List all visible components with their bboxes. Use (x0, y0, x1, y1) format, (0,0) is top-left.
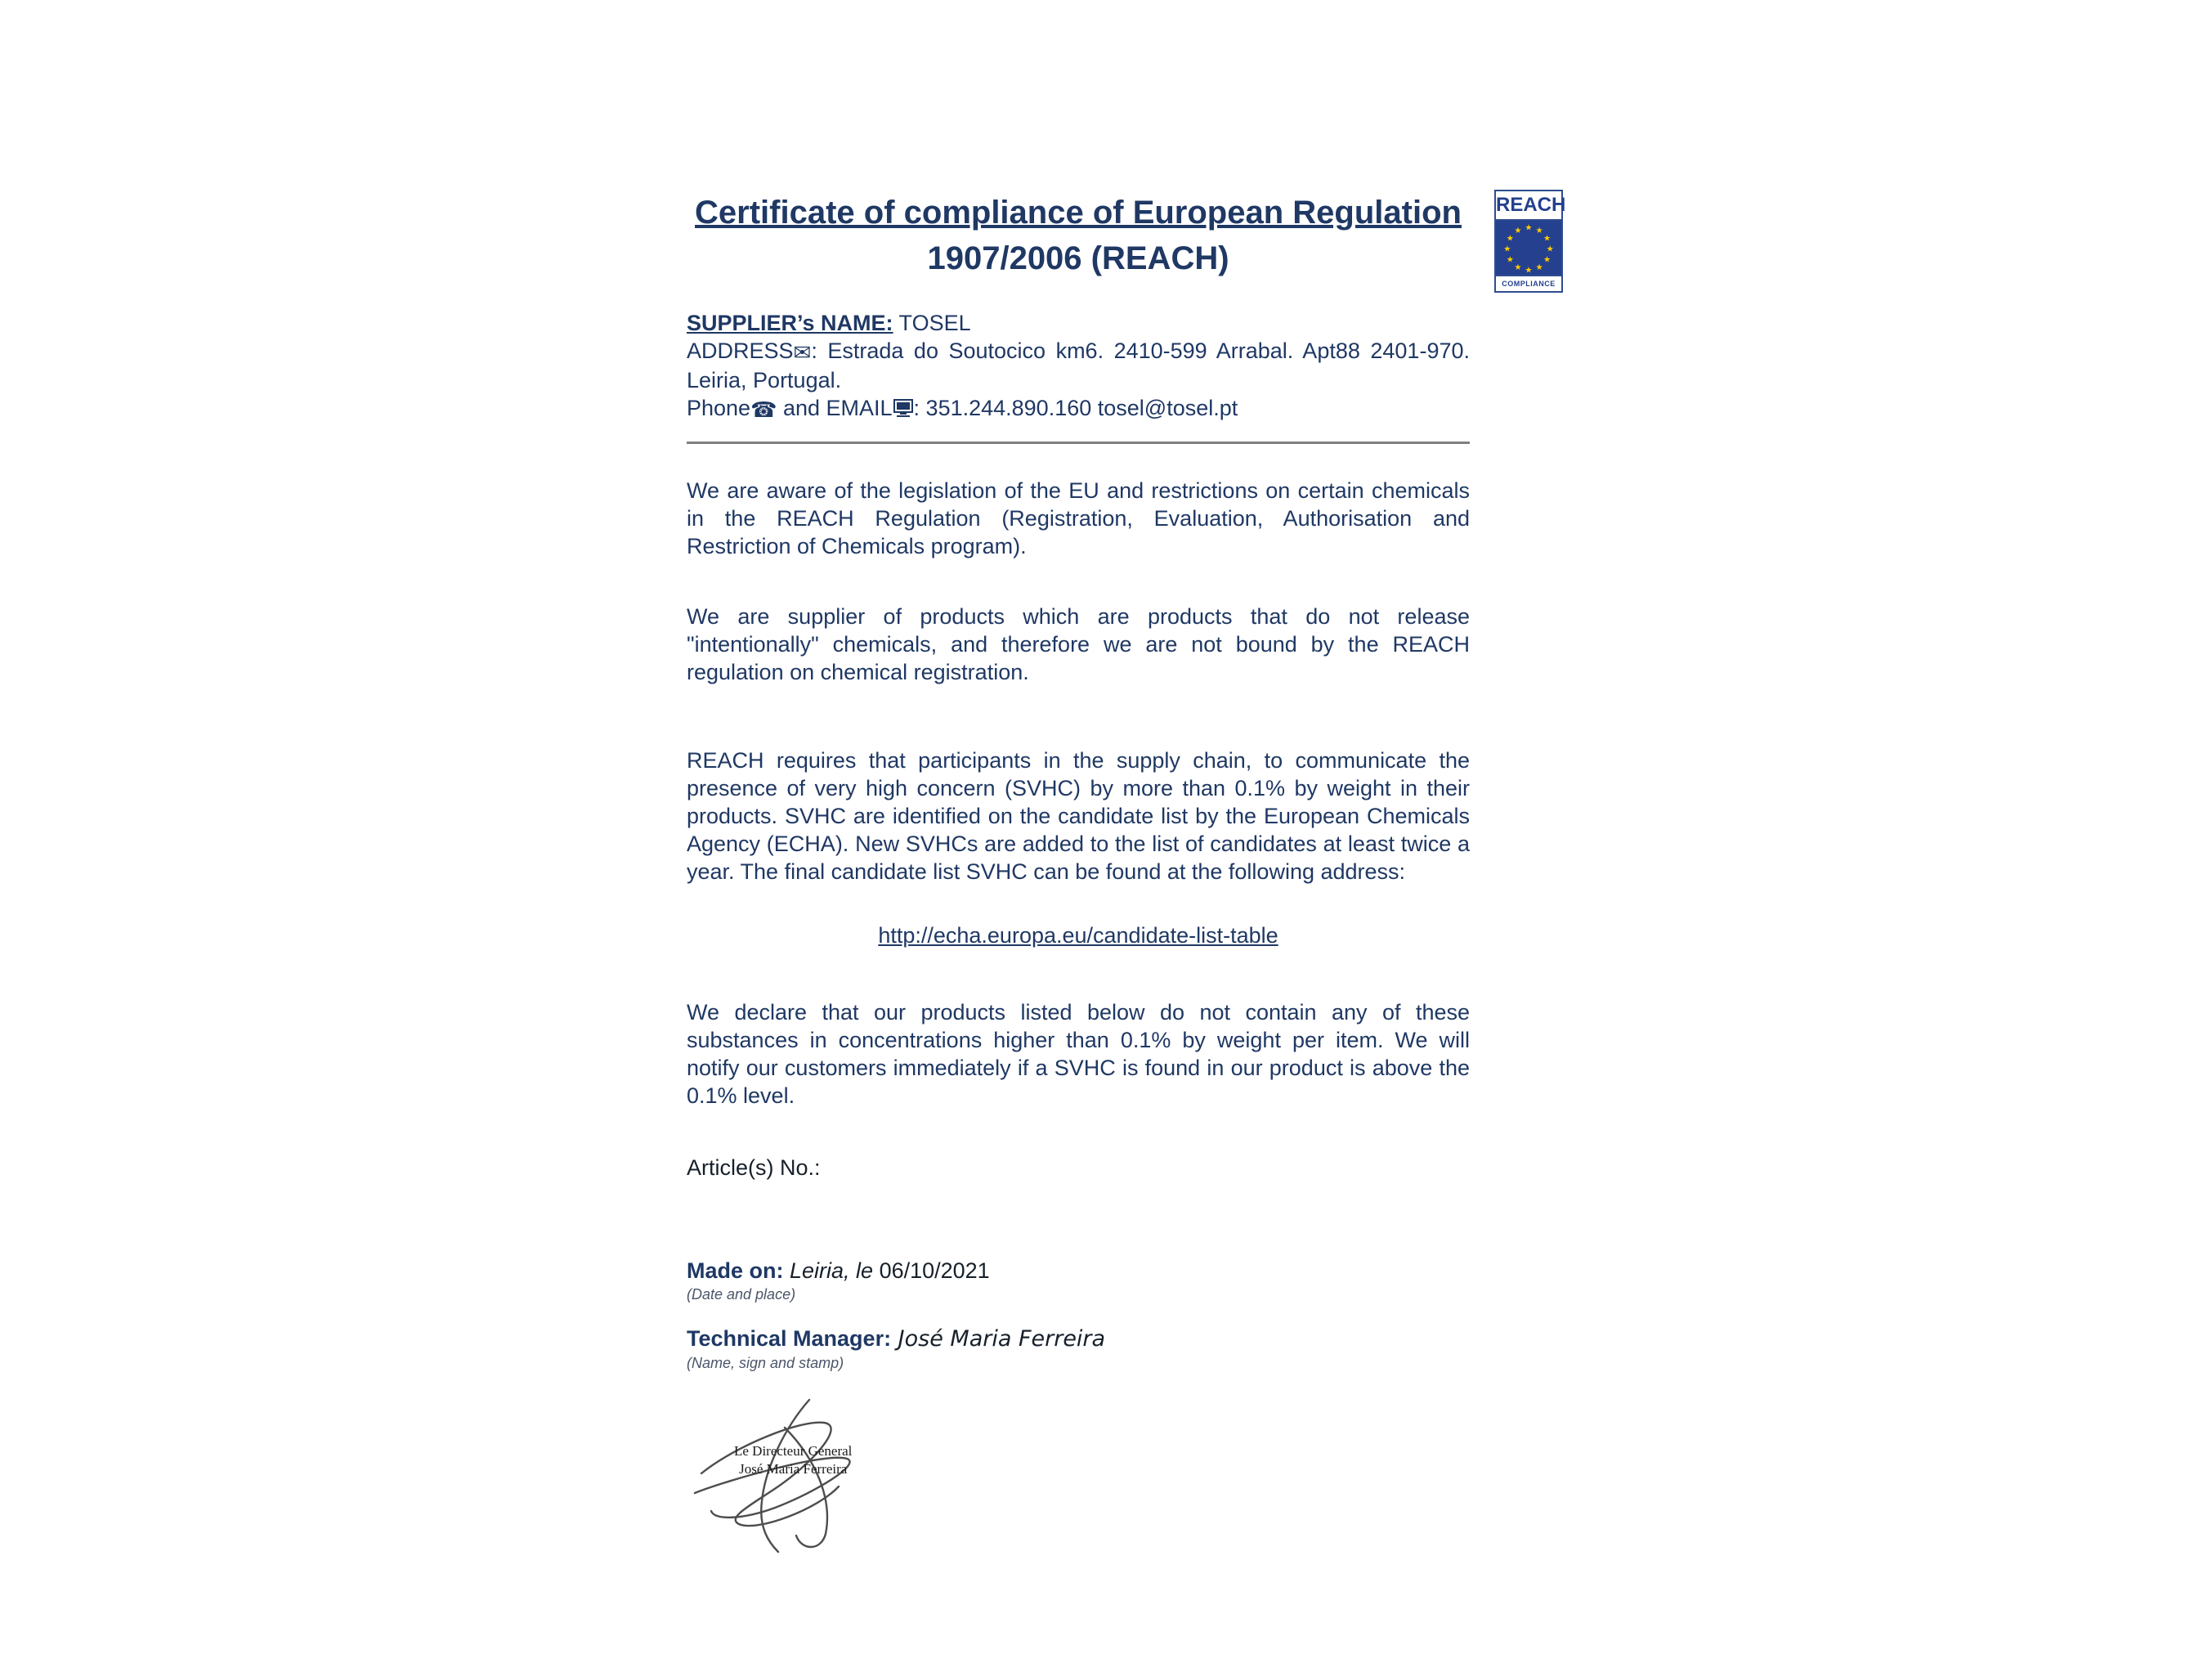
paragraph-svhc-requirement: REACH requires that participants in the supply chain, to communicate the presence of very high concern (SVHC) by more than 0.1% by weight in their products. SVHC are identified on the candidate list by the European Chemicals Agency (ECHA). New SVHCs are added to the list of candidates at least twice a year. The final candidate list SVHC can be found at the following address: (687, 748, 1470, 884)
svg-text:★: ★ (1514, 262, 1522, 273)
supplier-name-value: TOSEL (893, 311, 971, 335)
article-number-label: Article(s) No.: (687, 1155, 821, 1180)
reach-compliance-logo (1494, 190, 1566, 293)
page-title-line2: 1907/2006 (REACH) (927, 240, 1229, 276)
svg-text:★: ★ (1525, 265, 1533, 275)
stamp-line1: Le Directeur General (734, 1443, 853, 1459)
document-body (687, 190, 1470, 1558)
name-sign-stamp-caption: (Name, sign and stamp) (687, 1355, 844, 1371)
paragraph-supplier-statement: We are supplier of products which are products that do not release "intentionally" chemicals, and therefore we are not bound by the REACH regulation on chemical registration. (687, 604, 1470, 684)
svg-text:★: ★ (1546, 244, 1554, 254)
paragraph-awareness: We are aware of the legislation of the EU and restrictions on certain chemicals in the REACH Regulation (Registration, Evaluation, Authorisation and Restriction of Chemicals program). (687, 478, 1470, 558)
candidate-list-link[interactable]: http://echa.europa.eu/candidate-list-table (878, 923, 1278, 948)
svg-text:★: ★ (1506, 254, 1514, 265)
eu-flag-icon (1496, 221, 1561, 275)
technical-manager-name: José Maria Ferreira (891, 1326, 1106, 1352)
phone-label: Phone (687, 396, 751, 420)
supplier-block (687, 309, 1470, 424)
svg-text:★: ★ (1503, 244, 1511, 254)
stamp-line2: José Maria Ferreira (739, 1461, 848, 1477)
technical-manager-row (687, 1325, 1470, 1353)
computer-icon (893, 398, 914, 418)
made-on-row (687, 1257, 1470, 1285)
supplier-name-label: SUPPLIER’s NAME: (687, 311, 893, 335)
made-on-date: 06/10/2021 (879, 1258, 990, 1283)
svg-text:★: ★ (1525, 222, 1533, 233)
svg-text:★: ★ (1535, 225, 1543, 235)
svg-text:★: ★ (1514, 225, 1522, 235)
signature-zone (687, 1395, 965, 1558)
contact-value: : 351.244.890.160 tosel@tosel.pt (913, 396, 1238, 420)
page-title (687, 190, 1470, 281)
date-place-caption: (Date and place) (687, 1286, 796, 1303)
paragraph-declaration: We declare that our products listed below do not contain any of these substances in concentrations higher than 0.1% by weight per item. We will notify our customers immediately if a SVHC is found in our product is above the 0.1% level. (687, 1000, 1470, 1108)
phone-icon: ☎ (750, 397, 777, 422)
reach-logo-title: REACH (1496, 191, 1561, 221)
svg-text:★: ★ (1535, 262, 1543, 273)
divider-line (687, 442, 1470, 444)
made-on-place: Leiria, le (783, 1258, 880, 1283)
reach-logo-compliance-label: COMPLIANCE (1496, 275, 1561, 291)
email-label: and EMAIL (777, 396, 893, 420)
page-title-line1: Certificate of compliance of European Regulation (695, 195, 1462, 231)
svg-text:★: ★ (1543, 254, 1552, 265)
technical-manager-label: Technical Manager: (687, 1326, 892, 1351)
envelope-icon: ✉ (793, 340, 812, 365)
candidate-list-link-row (687, 921, 1470, 949)
made-on-label: Made on: (687, 1258, 784, 1283)
svg-text:★: ★ (1543, 233, 1552, 244)
address-label: ADDRESS (687, 339, 794, 363)
svg-text:★: ★ (1506, 233, 1514, 244)
stamp-text (734, 1442, 852, 1478)
address-value: : Estrada do Soutocico km6. 2410-599 Arrabal. Apt88 2401-970. Leiria, Portugal. (687, 339, 1470, 392)
